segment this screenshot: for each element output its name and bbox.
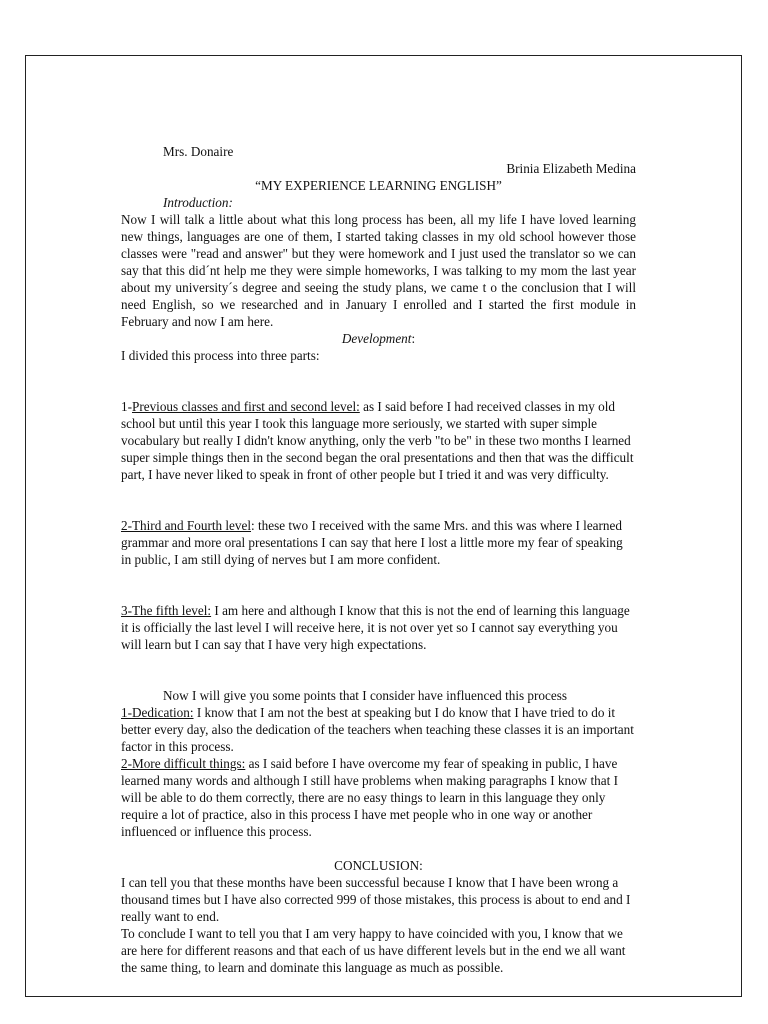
teacher-name: Mrs. Donaire	[163, 144, 234, 159]
points-intro: Now I will give you some points that I consider have influenced this process	[163, 688, 567, 703]
part-2-label: 2-Third and Fourth level	[121, 518, 252, 533]
introduction-heading: Introduction:	[163, 195, 233, 210]
author-name: Brinia Elizabeth Medina	[506, 161, 636, 176]
part-2-paragraph	[121, 517, 636, 568]
part-1-text: as I said before I had received classes in my old school but until this year I took this language more seriously, we started with super simple vocabulary but really I didn't know anything, only the verb "to be" in these two months I learned super simple things then in the second began the oral presentations and then that was the difficult part, I have never liked to speak in front of other people but I tried it and was very difficulty.	[121, 399, 634, 482]
point-2-paragraph	[121, 755, 636, 840]
document-page	[25, 55, 742, 997]
part-3-text: I am here and although I know that this is not the end of learning this language it is officially the last level I will receive here, it is not over yet so I cannot say everything you will learn but I can say that I have very high expectations.	[121, 603, 630, 652]
point-1-text: I know that I am not the best at speaking but I do know that I have tried to do it better every day, also the dedication of the teachers when teaching these classes it is an important factor in this process.	[121, 705, 634, 754]
part-3-label: 3-The fifth level:	[121, 603, 212, 618]
point-2-label: 2-More difficult things:	[121, 756, 246, 771]
development-intro: I divided this process into three parts:	[121, 348, 320, 363]
development-heading	[121, 330, 636, 347]
document-body	[121, 143, 636, 976]
point-1-paragraph	[121, 704, 636, 755]
point-1-label: 1-Dedication:	[121, 705, 194, 720]
part-2-text: : these two I received with the same Mrs. and this was where I learned grammar and more oral presentations I can say that here I lost a little more my fear of speaking in public, I am still dying of nerves but I am more confident.	[121, 518, 623, 567]
development-heading-suffix: :	[411, 331, 416, 346]
part-1-paragraph	[121, 398, 636, 483]
part-1-label: Previous classes and first and second level:	[132, 399, 360, 414]
essay-title: “MY EXPERIENCE LEARNING ENGLISH”	[255, 178, 502, 193]
point-2-text: as I said before I have overcome my fear of speaking in public, I have learned many words and although I still have problems when making paragraphs I know that I will be able to do them correctly, there are no easy things to learn in this language they only require a lot of practice, also in this process I have met people who in one way or another influenced or influence this process.	[121, 756, 618, 839]
part-1-prefix: 1-	[121, 399, 132, 414]
conclusion-paragraph-2: To conclude I want to tell you that I am very happy to have coincided with you, I know that we are here for different reasons and that each of us have different levels but in the end we all want the same thing, to learn and dominate this language as much as possible.	[121, 926, 626, 975]
conclusion-paragraph-1: I can tell you that these months have been successful because I know that I have been wrong a thousand times but I have also corrected 999 of those mistakes, this process is about to end and I really want to end.	[121, 875, 631, 924]
introduction-text: Now I will talk a little about what this long process has been, all my life I have loved learning new things, languages are one of them, I started taking classes in my old school however those classes were "read and answer" but they were homework and I just used the translator so we can say that this did´nt help me they were simple homeworks, I was talking to my mom the last year about my university´s degree and seeing the study plans, we came t o the conclusion that I will need English, so we researched and in January I enrolled and I started the first module in February and now I am here.	[121, 212, 636, 329]
conclusion-heading: CONCLUSION:	[334, 858, 423, 873]
development-heading-label: Development	[341, 331, 412, 346]
part-3-paragraph	[121, 602, 636, 653]
